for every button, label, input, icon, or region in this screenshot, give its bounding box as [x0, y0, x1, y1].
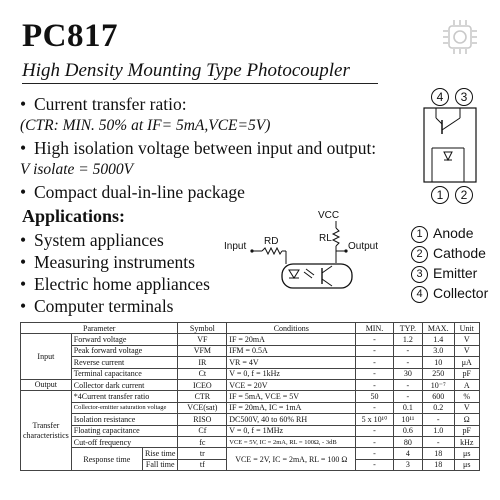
- header-max: MAX.: [423, 323, 455, 334]
- table-row: Isolation resistance RISO DC500V, 40 to 60% RH 5 x 10¹⁰ 10¹¹ - Ω: [21, 414, 480, 425]
- electrical-characteristics-table: [20, 322, 480, 471]
- table-row: Cut-off frequency fc VCE = 5V, IC = 2mA, RL = 100Ω, - 3dB - 80 - kHz: [21, 436, 480, 447]
- feature-isolation-detail: V isolate = 5000V: [20, 161, 134, 178]
- application-item: • Computer terminals: [20, 296, 174, 316]
- table-row: Terminal capacitance Ct V = 0, f = 1kHz - 30 250 pF: [21, 368, 480, 379]
- table-row: Output Collector dark current ICEO VCE = 20V - - 10⁻⁷ A: [21, 379, 480, 390]
- pin-legend-cathode: 2 Cathode: [411, 245, 486, 263]
- table-row: Fall time tf - 3 18 μs: [21, 459, 480, 470]
- group-output: Output: [21, 379, 72, 390]
- response-time-label: Response time: [71, 448, 142, 471]
- table-header-row: [21, 323, 480, 334]
- rd-label: RD: [264, 236, 279, 247]
- pin-number: 4: [431, 88, 449, 106]
- page-subtitle: High Density Mounting Type Photocoupler: [22, 60, 350, 81]
- table-row: Floating capacitance Cf V = 0, f = 1MHz - 0.6 1.0 pF: [21, 425, 480, 436]
- feature-isolation: • High isolation voltage between input and output:: [20, 138, 377, 158]
- table-row: Input Forward voltage VF IF = 20mA - 1.2 1.4 V: [21, 334, 480, 345]
- application-item: • Electric home appliances: [20, 274, 210, 294]
- pin-number: 3: [455, 88, 473, 106]
- applications-heading: Applications:: [22, 206, 126, 226]
- application-item: • System appliances: [20, 230, 164, 250]
- application-circuit-diagram: [222, 208, 382, 293]
- table-row: Response time Rise time tr VCE = 2V, IC = 2mA, RL = 100 Ω - 4 18 μs: [21, 448, 480, 459]
- feature-package: • Compact dual-in-line package: [20, 182, 245, 202]
- header-conditions: Conditions: [227, 323, 356, 334]
- header-symbol: Symbol: [178, 323, 227, 334]
- table-row: Peak forward voltage VFM IFM = 0.5A - - 3.0 V: [21, 345, 480, 356]
- vcc-label: VCC: [318, 210, 340, 221]
- group-input: Input: [21, 334, 72, 380]
- title-divider: [22, 83, 378, 84]
- package-internal-diagram: [420, 106, 480, 184]
- pin-legend-emitter: 3 Emitter: [411, 265, 477, 283]
- table-row: Reverse current IR VR = 4V - - 10 μA: [21, 357, 480, 368]
- header-unit: Unit: [454, 323, 480, 334]
- pin-legend-collector: 4 Collector: [411, 285, 488, 303]
- input-label: Input: [224, 241, 247, 252]
- feature-ctr: • Current transfer ratio:: [20, 94, 187, 114]
- application-item: • Measuring instruments: [20, 252, 195, 272]
- table-row: Collector-emitter saturation voltage VCE(sat) IF = 20mA, IC = 1mA - 0.1 0.2 V: [21, 402, 480, 413]
- rl-label: RL: [319, 233, 332, 244]
- header-typ: TYP.: [393, 323, 422, 334]
- group-transfer: Transfer characteristics: [21, 391, 72, 471]
- pin-number: 2: [455, 186, 473, 204]
- pin-legend-anode: 1 Anode: [411, 225, 473, 243]
- output-label: Output: [348, 241, 379, 252]
- feature-ctr-detail: (CTR: MIN. 50% at IF= 5mA,VCE=5V): [20, 117, 271, 134]
- page-title: PC817: [22, 18, 118, 54]
- pin-number: 1: [431, 186, 449, 204]
- header-parameter: Parameter: [21, 323, 178, 334]
- header-min: MIN.: [356, 323, 393, 334]
- chip-logo-icon: [441, 18, 479, 56]
- table-row: Transfer characteristics *4Current transfer ratio CTR IF = 5mA, VCE = 5V 50 - 600 %: [21, 391, 480, 402]
